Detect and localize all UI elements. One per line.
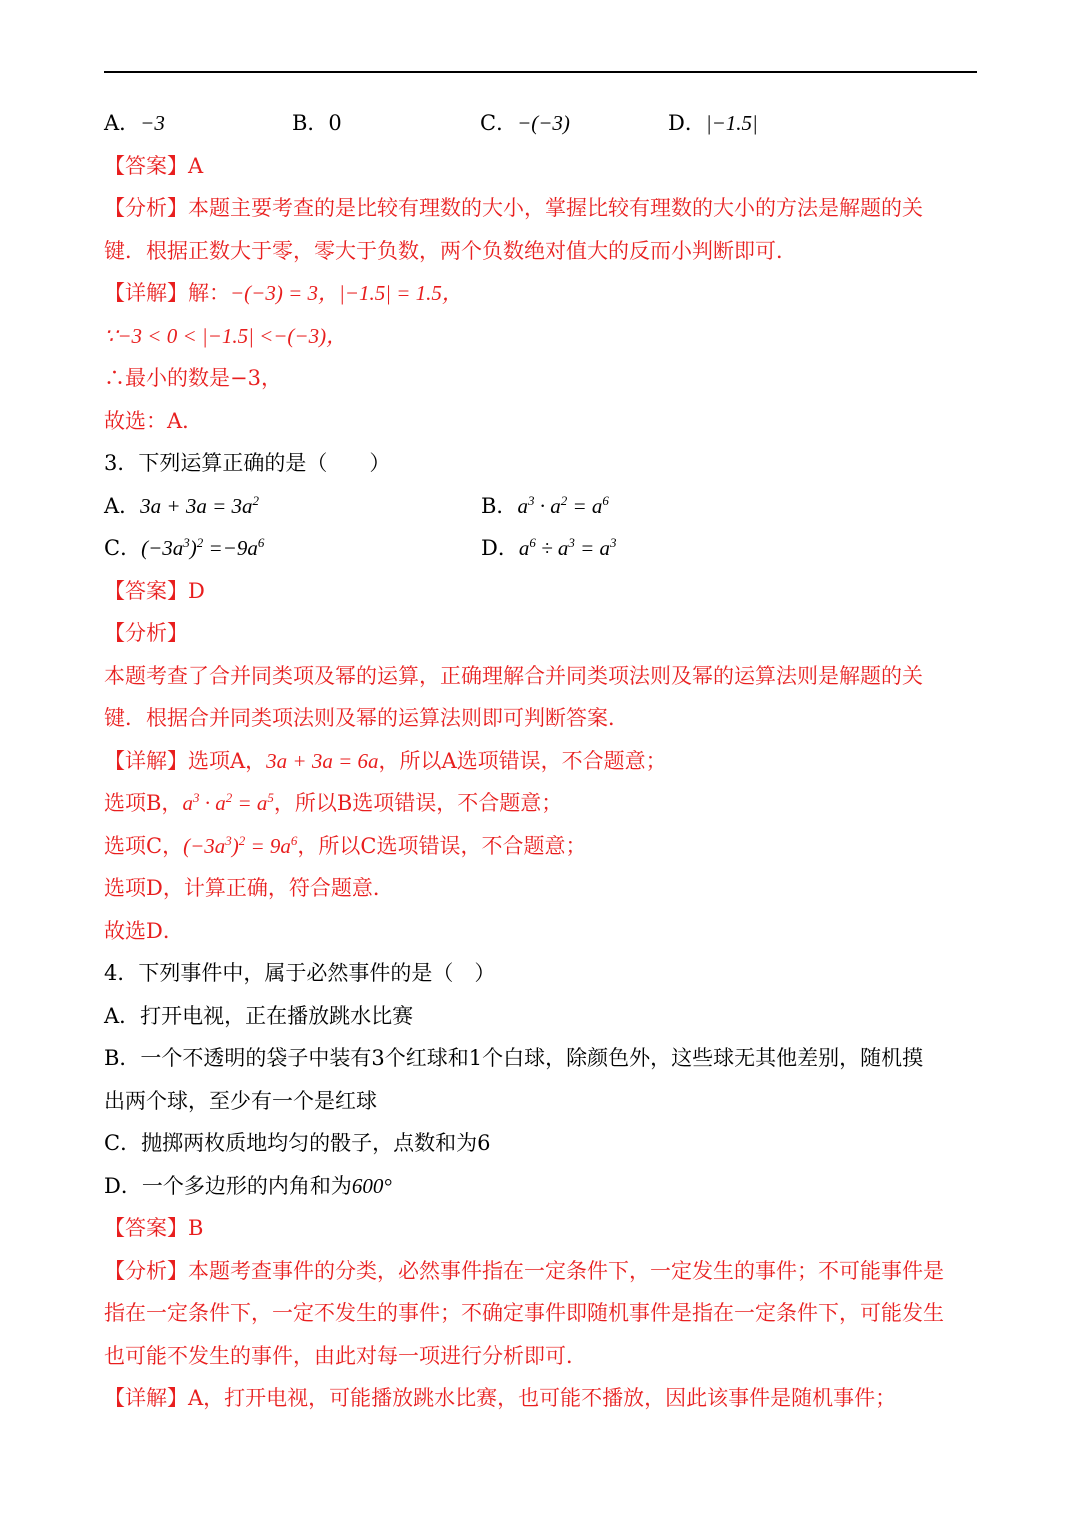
q4-option-a: A．打开电视，正在播放跳水比赛 [104,1003,414,1028]
q2-analysis-cont: 键．根据正数大于零，零大于负数，两个负数绝对值大的反而小判断即可． [104,238,797,263]
q3-detail: 【详解】选项A，3a + 3a = 6a，所以A选项错误，不合题意； [104,748,667,773]
q4-analysis-cont2: 也可能不发生的事件，由此对每一项进行分析即可． [104,1343,587,1368]
q3-option-c: C．$(-3a^3)^2 =-9a^6$ [104,535,265,560]
q2-detail-line2: ∵−3 < 0 < |−1.5| <−(−3)， [104,323,348,348]
q2-option-b: B．0 [292,111,342,135]
document-body [104,102,977,1420]
q4-answer: 【答案】B [104,1216,204,1240]
q3-answer: 【答案】D [104,578,205,603]
q3-detail-d: 选项D，计算正确，符合题意． [104,876,394,900]
q3-analysis-tag: 【分析】 [104,621,188,645]
q2-analysis: 【分析】本题主要考查的是比较有理数的大小，掌握比较有理数的大小的方法是解题的关 [104,196,923,220]
q3-options-row2 [104,527,977,570]
q4-detail: 【详解】A，打开电视，可能播放跳水比赛，也可能不播放，因此该事件是随机事件； [104,1386,897,1410]
q2-option-d: D．|−1.5| [668,111,758,135]
q4-stem: 4．下列事件中，属于必然事件的是（ ） [104,961,496,985]
q3-option-a: A．$3a + 3a = 3a^2$ [104,492,260,518]
q2-options [104,102,977,145]
q3-options-row1 [104,485,977,528]
q4-option-b-cont: 出两个球，至少有一个是红球 [104,1088,377,1113]
q4-option-d: D．一个多边形的内角和为600° [104,1173,392,1198]
q2-detail: 【详解】解：−(−3) = 3，|−1.5| = 1.5， [104,281,463,305]
q3-stem: 3．下列运算正确的是（ ） [104,451,391,475]
q3-analysis-cont: 键．根据合并同类项法则及幂的运算法则即可判断答案． [104,706,629,730]
q2-detail-line3: ∴最小的数是−3， [104,366,282,390]
q2-option-a: A．−3 [104,111,165,135]
q3-choose: 故选D． [104,918,184,943]
q4-analysis-cont: 指在一定条件下，一定不发生的事件；不确定事件即随机事件是指在一定条件下，可能发生 [104,1301,944,1325]
q3-analysis: 本题考查了合并同类项及幂的运算，正确理解合并同类项法则及幂的运算法则是解题的关 [104,663,923,688]
q2-choose: 故选：A． [104,408,204,433]
q3-option-b: B．$a^3 \cdot a^2 = a^6$ [481,492,609,518]
q4-option-c: C．抛掷两枚质地均匀的骰子，点数和为6 [104,1131,491,1155]
header-rule [104,71,977,73]
q3-option-d: D．$a^6 \div a^3 = a^3$ [481,535,617,560]
q4-analysis: 【分析】本题考查事件的分类，必然事件指在一定条件下，一定发生的事件；不可能事件是 [104,1258,944,1283]
q2-answer: 【答案】A [104,153,204,178]
q2-option-c: C．−(−3) [480,111,570,135]
q3-detail-c: 选项C，$(-3a^3)^2 = 9a^6$，所以C选项错误，不合题意； [104,832,587,858]
q3-detail-b: 选项B，$a^3 \cdot a^2 = a^5$，所以B选项错误，不合题意； [104,790,563,815]
q4-option-b: B．一个不透明的袋子中装有3个红球和1个白球，除颜色外，这些球无其他差别，随机摸 [104,1046,924,1070]
